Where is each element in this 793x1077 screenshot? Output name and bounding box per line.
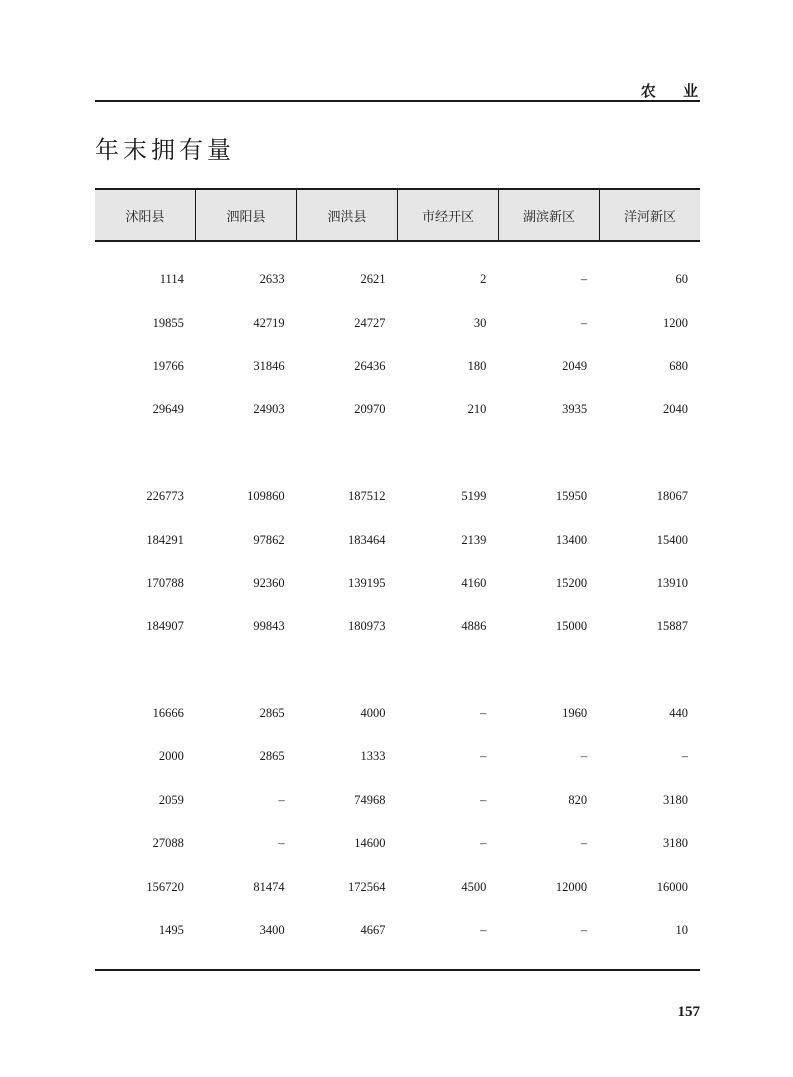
page-title: 年末拥有量: [95, 136, 235, 164]
table-row: [95, 518, 700, 561]
table-cell: 14600: [354, 836, 386, 851]
column-header: 泗洪县: [296, 190, 397, 240]
table-cell: 30: [473, 315, 487, 330]
table-cell: 139195: [347, 575, 386, 590]
table-cell: 3180: [662, 792, 688, 807]
table-cell: 184291: [146, 532, 184, 547]
table-cell: 2865: [259, 706, 285, 721]
table-row: [95, 605, 700, 648]
table-cell: –: [580, 315, 588, 330]
table-row: [95, 345, 700, 388]
table-cell: 1495: [158, 923, 184, 938]
table-cell: 2059: [158, 792, 184, 807]
table-cell: 3400: [259, 923, 285, 938]
table-cell: 680: [669, 358, 688, 373]
table-cell: 29649: [152, 402, 184, 417]
table-cell: 1333: [360, 749, 386, 764]
table-row: [95, 865, 700, 908]
table-cell: 1114: [159, 272, 184, 287]
table-row: [95, 475, 700, 518]
table-cell: 5199: [461, 489, 487, 504]
table-cell: 2049: [562, 358, 588, 373]
table-row: [95, 388, 700, 431]
table-row: [95, 562, 700, 605]
table-cell: –: [278, 836, 285, 851]
table-cell: 4500: [461, 879, 487, 894]
table-cell: –: [278, 792, 285, 807]
table-cell: 92360: [253, 575, 285, 590]
table-row: [95, 301, 700, 344]
table-row: [95, 909, 700, 952]
page-number: 157: [677, 1004, 700, 1020]
table-cell: 15400: [656, 532, 688, 547]
table-cell: 184907: [146, 619, 184, 634]
table-cell: 16666: [152, 706, 184, 721]
table-cell: 4886: [461, 619, 487, 634]
table-cell: 2865: [259, 749, 285, 764]
table-cell: 440: [669, 706, 688, 721]
table-cell: 10: [675, 923, 688, 938]
table-row: [95, 258, 700, 301]
table-cell: 81474: [253, 879, 285, 894]
table-row: [95, 735, 700, 778]
table-cell: 3180: [662, 836, 688, 851]
column-header: 泗阳县: [195, 190, 296, 240]
table-cell: 13400: [555, 532, 588, 547]
table-cell: 18067: [656, 489, 688, 504]
column-header: 市经开区: [397, 190, 498, 240]
column-header: 洋河新区: [599, 190, 700, 240]
table-cell: 109860: [247, 489, 285, 504]
table-cell: 19855: [152, 315, 184, 330]
table-cell: 183464: [347, 532, 386, 547]
table-cell: 13910: [656, 575, 688, 590]
table-cell: –: [480, 836, 487, 851]
table-cell: –: [580, 836, 588, 851]
table-cell: 4160: [461, 575, 487, 590]
table-cell: 156720: [146, 879, 184, 894]
table-cell: 74968: [354, 792, 386, 807]
table-cell: 15000: [555, 619, 588, 634]
table-cell: –: [580, 923, 588, 938]
table-row: [95, 779, 700, 822]
table-cell: 187512: [347, 489, 386, 504]
table-cell: –: [480, 706, 487, 721]
group-spacer: [95, 432, 700, 475]
bottom-rule: [95, 969, 700, 971]
table-cell: –: [480, 792, 487, 807]
table-cell: –: [580, 272, 588, 287]
table-cell: 24903: [253, 402, 285, 417]
table-cell: 180973: [347, 619, 386, 634]
table-header: [95, 188, 700, 242]
table-row: [95, 822, 700, 865]
table-cell: 31846: [253, 358, 285, 373]
column-header: 沭阳县: [125, 209, 165, 225]
table-cell: 27088: [152, 836, 184, 851]
table-row: [95, 692, 700, 735]
table-cell: 4000: [360, 706, 386, 721]
table-cell: 170788: [146, 575, 184, 590]
table-cell: 2040: [662, 402, 688, 417]
table-cell: 2621: [360, 272, 386, 287]
group-spacer: [95, 649, 700, 692]
table-cell: 12000: [555, 879, 588, 894]
table-cell: –: [480, 749, 487, 764]
table-body: [95, 258, 700, 952]
table-cell: 15887: [656, 619, 688, 634]
table-cell: 2139: [461, 532, 487, 547]
table-cell: 180: [467, 358, 487, 373]
top-rule: [95, 100, 700, 102]
table-cell: 24727: [354, 315, 386, 330]
column-header: 湖滨新区: [498, 190, 599, 240]
table-cell: 19766: [152, 358, 184, 373]
table-cell: 226773: [146, 489, 184, 504]
table-cell: 820: [568, 792, 588, 807]
table-cell: 2633: [259, 272, 285, 287]
table-cell: 1960: [562, 706, 588, 721]
table-cell: 15200: [555, 575, 588, 590]
table-cell: 172564: [347, 879, 386, 894]
table-cell: 1200: [662, 315, 688, 330]
table-cell: 42719: [253, 315, 285, 330]
table-cell: 26436: [354, 358, 386, 373]
section-label: 农 业: [640, 82, 700, 100]
table-cell: –: [580, 749, 588, 764]
table-cell: –: [681, 749, 688, 764]
table-cell: 2000: [158, 749, 184, 764]
table-cell: 60: [675, 272, 688, 287]
table-cell: 15950: [555, 489, 588, 504]
table-cell: 210: [467, 402, 487, 417]
table-cell: 16000: [656, 879, 688, 894]
table-cell: 20970: [354, 402, 386, 417]
table-cell: 4667: [360, 923, 386, 938]
table-cell: 3935: [562, 402, 588, 417]
table-cell: –: [480, 923, 487, 938]
table-cell: 2: [480, 272, 487, 287]
table-cell: 99843: [253, 619, 285, 634]
table-cell: 97862: [253, 532, 285, 547]
